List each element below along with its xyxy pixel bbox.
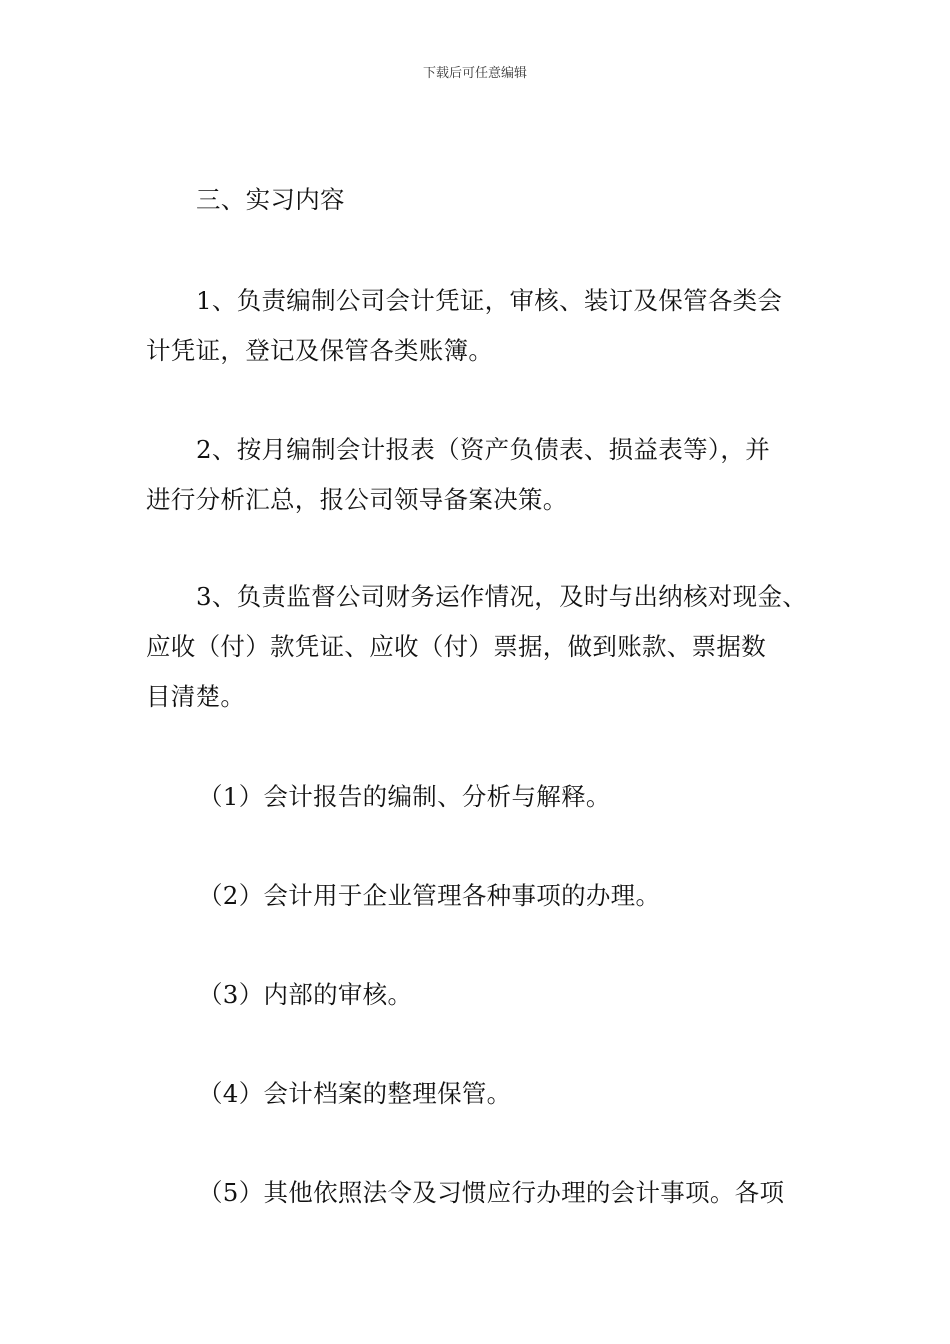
section-title-text: 三、实习内容 [196,185,345,214]
sub-item-5 [146,1168,862,1218]
sub-item-text: （4）会计档案的整理保管。 [198,1079,512,1108]
paragraph-item-1 [146,276,810,376]
paragraph-line: 2、按月编制会计报表（资产负债表、损益表等），并 [196,435,771,464]
sub-item-text: （2）会计用于企业管理各种事项的办理。 [198,881,661,910]
sub-item-2 [146,871,862,921]
paragraph-line: 应收（付）款凭证、应收（付）票据，做到账款、票据数 [146,632,766,661]
paragraph-line: 目清楚。 [146,682,246,711]
sub-item-text: （5）其他依照法令及习惯应行办理的会计事项。各项 [198,1178,785,1207]
sub-item-text: （3）内部的审核。 [198,980,413,1009]
paragraph-line: 进行分析汇总，报公司领导备案决策。 [146,485,568,514]
section-title [146,175,860,225]
paragraph-line: 3、负责监督公司财务运作情况，及时与出纳核对现金、 [196,582,808,611]
paragraph-item-2 [146,425,810,525]
paragraph-item-3 [146,572,810,722]
sub-item-1 [146,772,862,822]
sub-item-text: （1）会计报告的编制、分析与解释。 [198,782,611,811]
sub-item-4 [146,1069,862,1119]
page-header: 下载后可任意编辑 [422,66,527,81]
sub-item-3 [146,970,862,1020]
paragraph-line: 计凭证，登记及保管各类账簿。 [146,336,494,365]
paragraph-line: 1、负责编制公司会计凭证，审核、装订及保管各类会 [196,286,783,315]
